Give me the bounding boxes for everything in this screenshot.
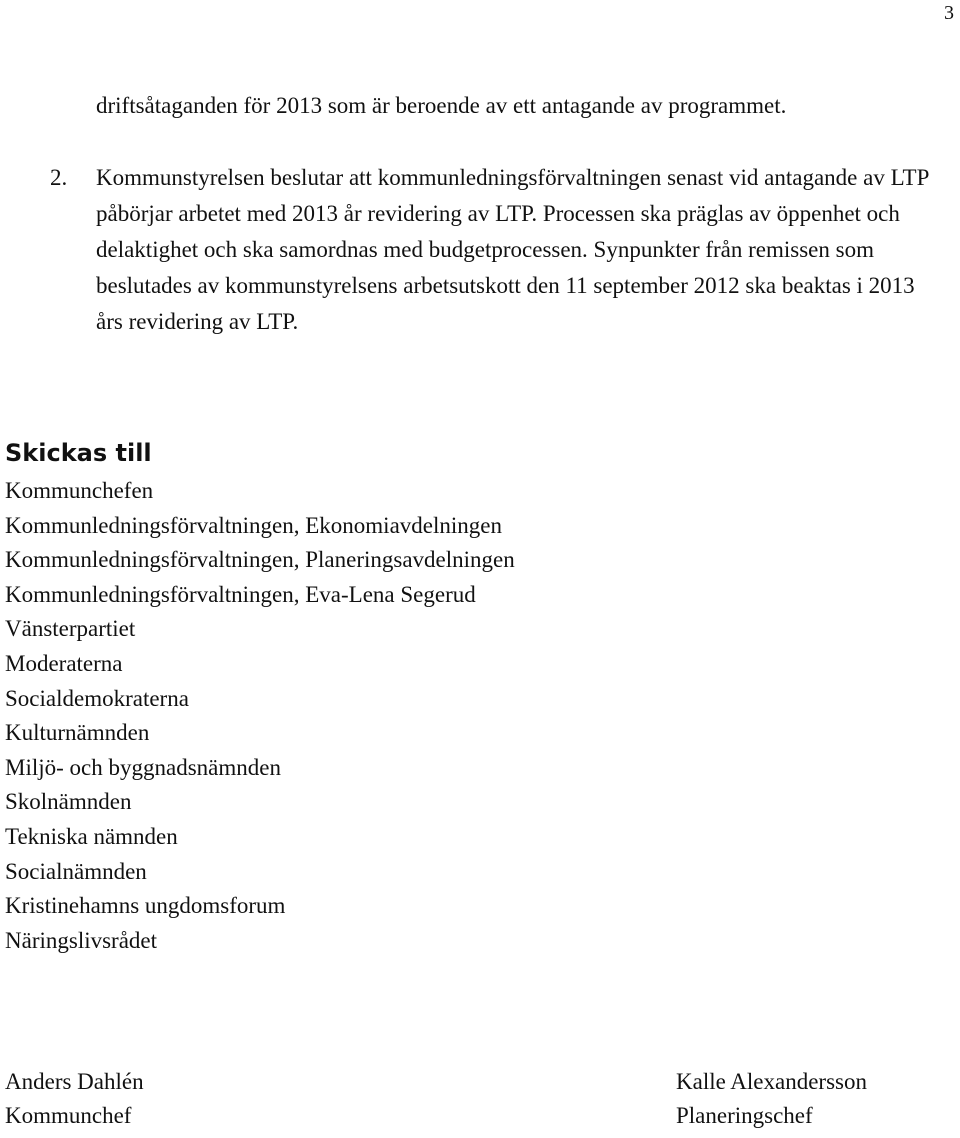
signatory-title: Planeringschef [676,1103,813,1128]
recipient-item: Kommunchefen [5,478,154,503]
recipient-item: Kulturnämnden [5,720,150,746]
list-item-text: Kommunstyrelsen beslutar att kommunledningsförvaltningen senast vid antagande av LTP påbörjar arbetet med 2013 år revidering av LTP. Processen ska präglas av öppenhet och delaktighet och ska samordnas med budgetprocessen. Synpunkter från remissen som beslutades av kommunstyrelsens arbetsutskott den 11 september 2012 ska beaktas i 2013 års revidering av LTP. [96,165,929,334]
signatory-title: Kommunchef [5,1103,132,1128]
recipient-list [5,474,515,958]
signature-block-right [676,1065,867,1133]
signatory-name: Anders Dahlén [5,1069,144,1094]
recipient-item: Kommunledningsförvaltningen, Planeringsavdelningen [5,547,515,573]
signature-block-left [5,1065,144,1133]
recipient-item: Tekniska nämnden [5,823,178,849]
recipient-item: Miljö- och byggnadsnämnden [5,754,281,780]
recipient-item: Kommunledningsförvaltningen, Ekonomiavdelningen [5,512,502,538]
recipient-item: Näringslivsrådet [5,927,158,953]
recipient-item: Moderaterna [5,650,123,676]
recipient-item: Socialnämnden [5,858,147,884]
list-item-number: 2. [50,165,68,190]
recipient-item: Kristinehamns ungdomsforum [5,893,286,919]
recipient-item: Kommunledningsförvaltningen, Eva-Lena Segerud [5,581,476,607]
recipient-item: Vänsterpartiet [5,616,136,642]
page-number: 3 [944,2,954,24]
recipient-item: Socialdemokraterna [5,685,189,711]
section-heading-send-to: Skickas till [5,439,152,467]
signatory-name: Kalle Alexandersson [676,1069,867,1094]
recipient-item: Skolnämnden [5,789,132,815]
continued-paragraph: driftsåtaganden för 2013 som är beroende av ett antagande av programmet. [96,93,787,118]
